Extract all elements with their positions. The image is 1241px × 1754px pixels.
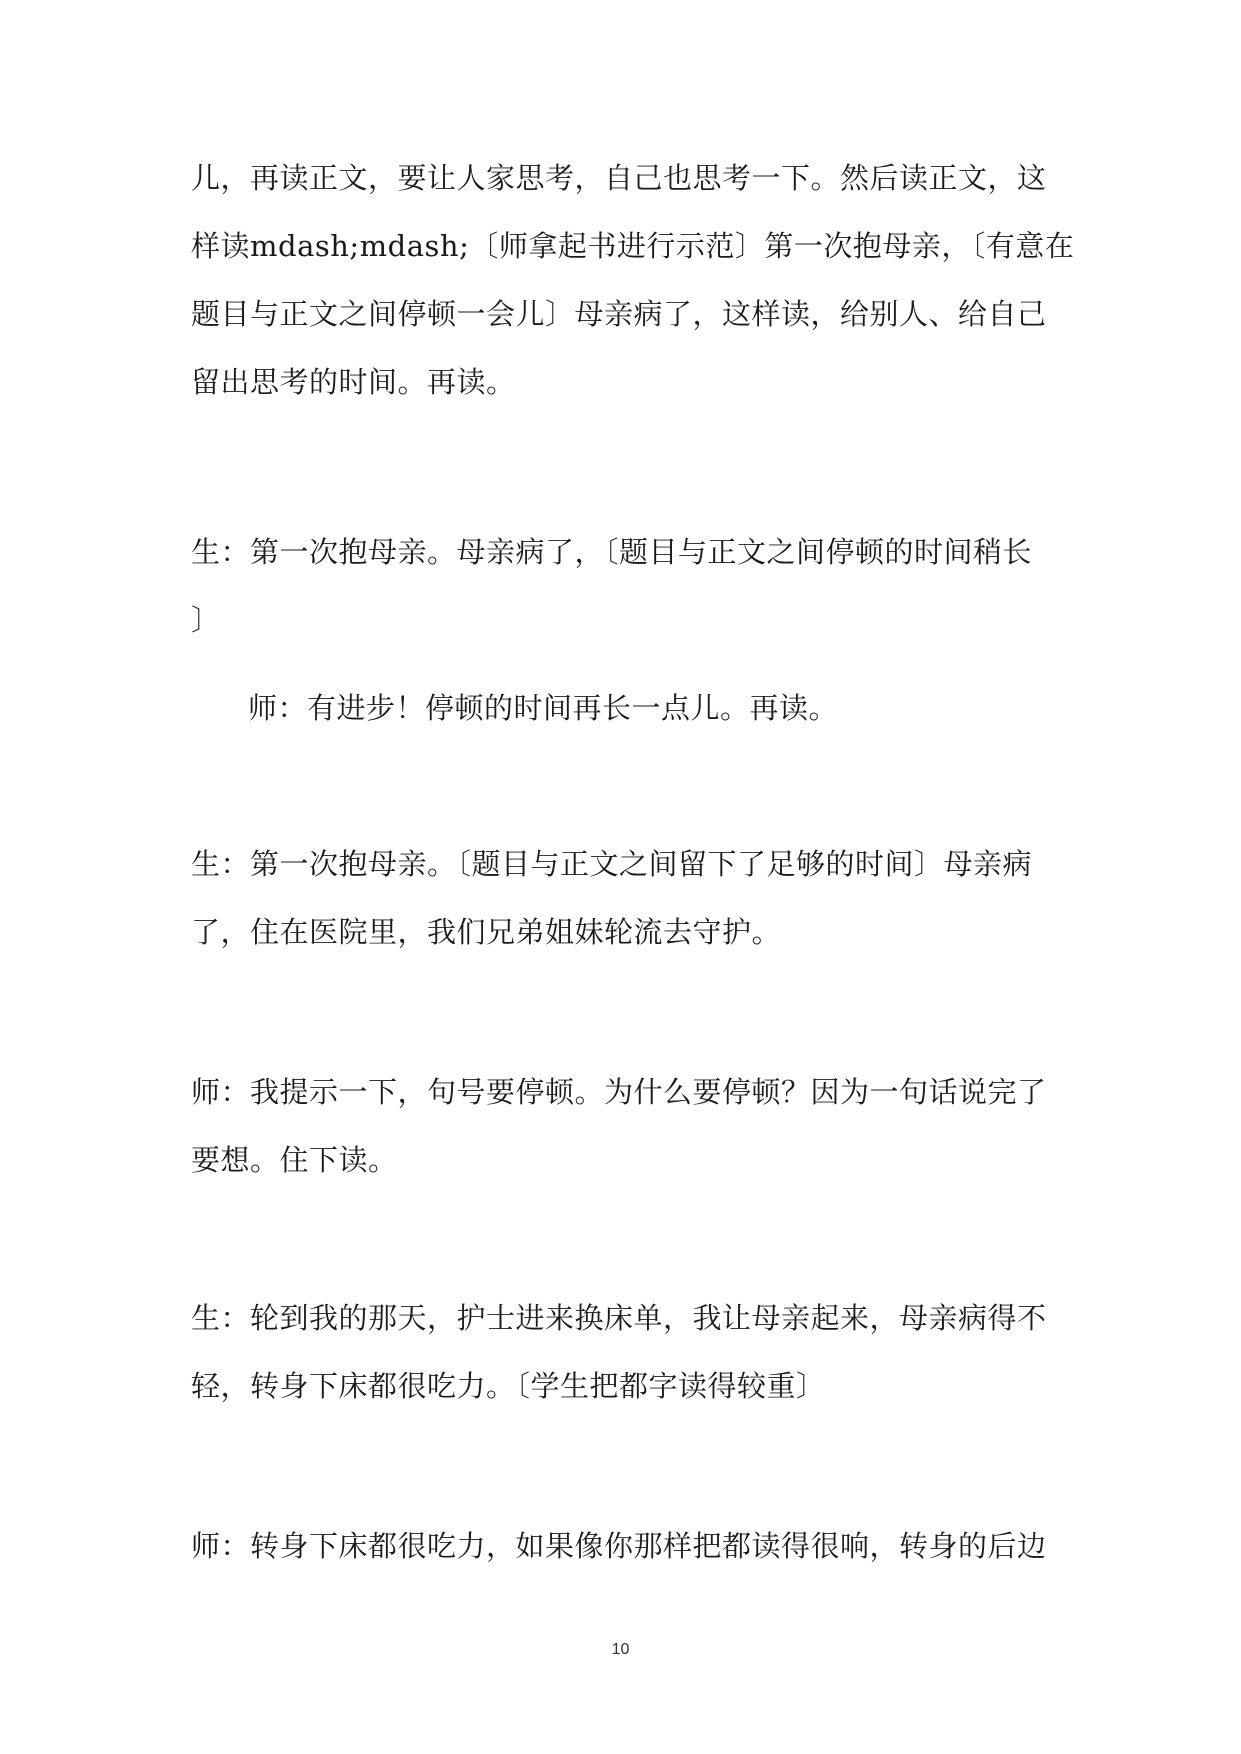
paragraph-4-line-2: 了，住在医院里，我们兄弟姐妹轮流去守护。 — [191, 915, 782, 949]
paragraph-2-line-1: 生：第一次抱母亲。母亲病了，〔题目与正文之间停顿的时间稍长 — [191, 535, 1033, 569]
paragraph-6-line-2: 轻，转身下床都很吃力。〔学生把都字读得较重〕 — [191, 1369, 826, 1403]
paragraph-1-line-1: 儿，再读正文，要让人家思考，自己也思考一下。然后读正文，这 — [191, 161, 1047, 195]
paragraph-5-line-2: 要想。住下读。 — [191, 1143, 398, 1177]
paragraph-4-line-1: 生：第一次抱母亲。〔题目与正文之间留下了足够的时间〕母亲病 — [191, 847, 1033, 881]
paragraph-1-line-4: 留出思考的时间。再读。 — [191, 365, 516, 399]
paragraph-1-line-2: 样读mdash;mdash;〔师拿起书进行示范〕第一次抱母亲，〔有意在 — [191, 229, 1075, 263]
paragraph-5-line-1: 师：我提示一下，句号要停顿。为什么要停顿？因为一句话说完了 — [191, 1075, 1047, 1109]
paragraph-7-line-1: 师：转身下床都很吃力，如果像你那样把都读得很响，转身的后边 — [191, 1529, 1047, 1563]
paragraph-1-line-3: 题目与正文之间停顿一会儿〕母亲病了，这样读，给别人、给自己 — [191, 297, 1047, 331]
paragraph-6-line-1: 生：轮到我的那天，护士进来换床单，我让母亲起来，母亲病得不 — [191, 1301, 1047, 1335]
paragraph-3-line-1: 师：有进步！停顿的时间再长一点儿。再读。 — [248, 691, 839, 725]
paragraph-2-line-2: 〕 — [191, 603, 221, 637]
page-number: 10 — [611, 1641, 630, 1658]
